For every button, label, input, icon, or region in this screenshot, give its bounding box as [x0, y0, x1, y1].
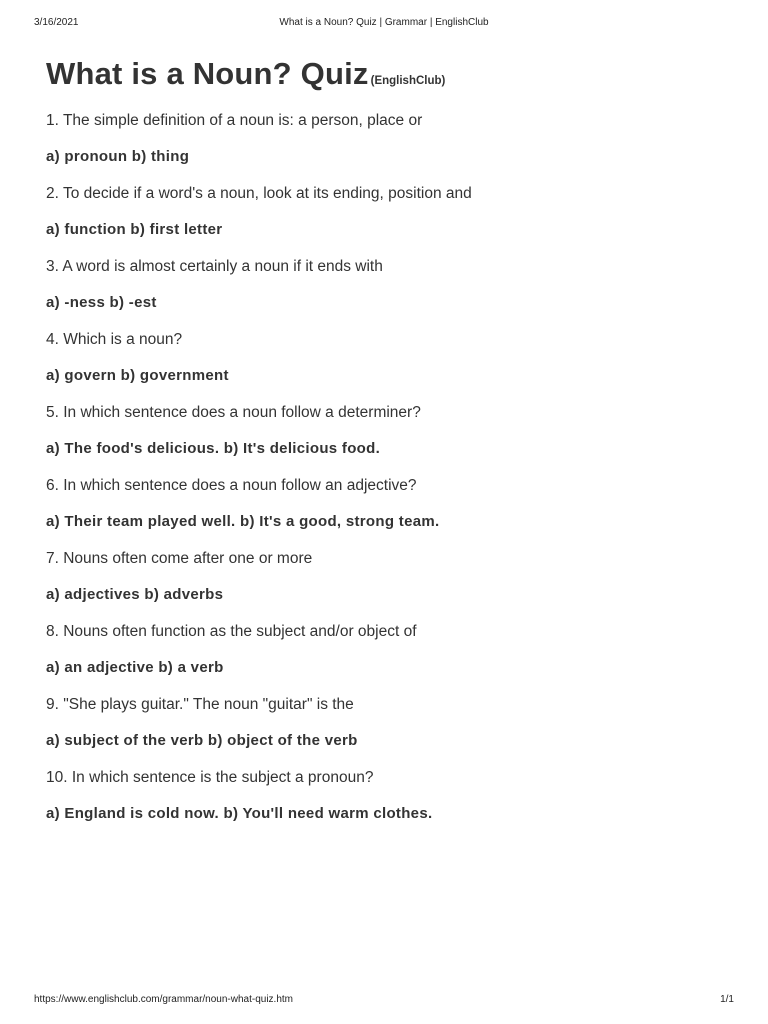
quiz-item-1: [46, 111, 736, 184]
quiz-item-8: [46, 622, 736, 695]
print-date: 3/16/2021: [34, 17, 79, 28]
answer-options: a) govern b) government: [46, 367, 229, 384]
question-text: 5. In which sentence does a noun follow a determiner?: [46, 404, 421, 421]
question-text: 4. Which is a noun?: [46, 331, 183, 348]
answer-options: a) an adjective b) a verb: [46, 659, 224, 676]
question-text: 1. The simple definition of a noun is: a person, place or: [46, 112, 423, 129]
title-row: [46, 56, 736, 96]
question-text: 8. Nouns often function as the subject and/or object of: [46, 623, 417, 640]
print-document-title: What is a Noun? Quiz | Grammar | EnglishClub: [279, 17, 489, 28]
quiz-item-2: [46, 184, 736, 257]
site-tag: (EnglishClub): [370, 75, 446, 87]
quiz-item-9: [46, 695, 736, 768]
question-list: [46, 111, 736, 841]
quiz-content: [46, 56, 736, 841]
quiz-item-7: [46, 549, 736, 622]
answer-options: a) adjectives b) adverbs: [46, 586, 224, 603]
print-header: [0, 17, 768, 31]
page-count: 1/1: [720, 994, 734, 1005]
answer-options: a) Their team played well. b) It's a good, strong team.: [46, 513, 440, 530]
answer-options: a) England is cold now. b) You'll need warm clothes.: [46, 805, 433, 822]
answer-options: a) pronoun b) thing: [46, 148, 190, 165]
quiz-item-4: [46, 330, 736, 403]
question-text: 7. Nouns often come after one or more: [46, 550, 313, 567]
quiz-item-3: [46, 257, 736, 330]
print-url: https://www.englishclub.com/grammar/noun-what-quiz.htm: [34, 994, 293, 1005]
question-text: 2. To decide if a word's a noun, look at its ending, position and: [46, 185, 472, 202]
question-text: 9. "She plays guitar." The noun "guitar" is the: [46, 696, 354, 713]
question-text: 6. In which sentence does a noun follow an adjective?: [46, 477, 417, 494]
print-footer: [0, 994, 768, 1008]
answer-options: a) The food's delicious. b) It's delicious food.: [46, 440, 381, 457]
quiz-item-6: [46, 476, 736, 549]
quiz-item-10: [46, 768, 736, 841]
answer-options: a) function b) first letter: [46, 221, 223, 238]
answer-options: a) subject of the verb b) object of the verb: [46, 732, 358, 749]
question-text: 3. A word is almost certainly a noun if it ends with: [46, 258, 383, 275]
question-text: 10. In which sentence is the subject a pronoun?: [46, 769, 374, 786]
page-title: What is a Noun? Quiz: [46, 56, 369, 91]
answer-options: a) -ness b) -est: [46, 294, 157, 311]
quiz-item-5: [46, 403, 736, 476]
